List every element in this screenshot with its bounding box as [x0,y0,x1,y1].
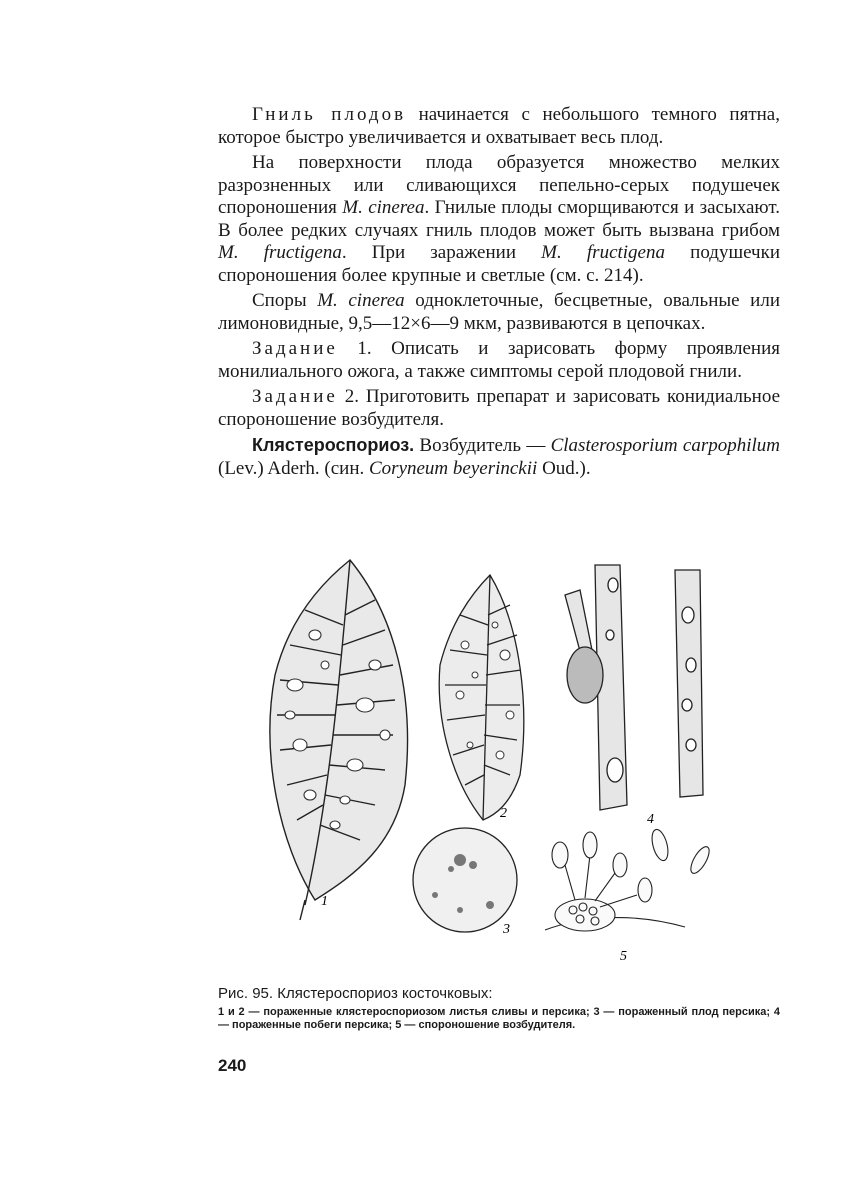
task-label: Задание [252,386,338,407]
figure-label-4: 4 [647,812,654,827]
paragraph-surface: На поверхности плода образуется множество мелких разрозненных или сливающихся пепельно-серых подушечек спороношения M. cinerea. Гнилые плоды сморщиваются и засыхают. В более редких случаях гниль плодов может быть вызвана грибом M. fructigena. При заражении M. fructigena подушечки спороношения более крупные и светлые (см. с. 214). [218,152,780,286]
peach-shoot-drawing [675,570,703,797]
sporulation-drawing [545,828,713,931]
paragraph-clasterosporiosis: Клястероспориоз. Возбудитель — Clasterosporium carpophilum (Lev.) Aderh. (син. Coryneum beyerinckii Oud.). [218,435,780,479]
task-label: Задание [252,338,338,359]
figure-illustration [255,555,785,965]
paragraph-task-2: Задание 2. Приготовить препарат и зарисовать конидиальное спороношение возбудителя. [218,386,780,430]
peach-shoot-drawing [565,565,627,810]
figure-caption [218,985,780,1032]
section-heading: Клястероспориоз. [252,435,415,455]
peach-fruit-drawing [413,828,517,932]
main-text [218,104,780,480]
figure-drawing [255,555,785,965]
figure-label-1: 1 [321,894,328,909]
page-number: 240 [218,1056,247,1075]
plum-leaf-drawing [270,560,408,920]
paragraph-task-1: Задание 1. Описать и зарисовать форму проявления монилиального ожога, а также симптомы серой плодовой гнили. [218,338,780,382]
figure-label-3: 3 [503,922,510,937]
peach-leaf-drawing [439,575,524,820]
figure-label-5: 5 [620,949,627,964]
paragraph-spores: Споры M. cinerea одноклеточные, бесцветные, овальные или лимоновидные, 9,5—12×6—9 мкм, развиваются в цепочках. [218,290,780,334]
figure-label-2: 2 [500,806,507,821]
paragraph-fruit-rot: Гниль плодов начинается с небольшого темного пятна, которое быстро увеличивается и охватывает весь плод. [218,104,780,148]
term-fruit-rot: Гниль плодов [252,104,407,125]
caption-body: 1 и 2 — пораженные клястероспориозом листья сливы и персика; 3 — пораженный плод персика; 4 — пораженные побеги персика; 5 — спороношение возбудителя. [218,1006,780,1031]
caption-title: Рис. 95. Клястероспориоз косточковых: [218,985,493,1002]
